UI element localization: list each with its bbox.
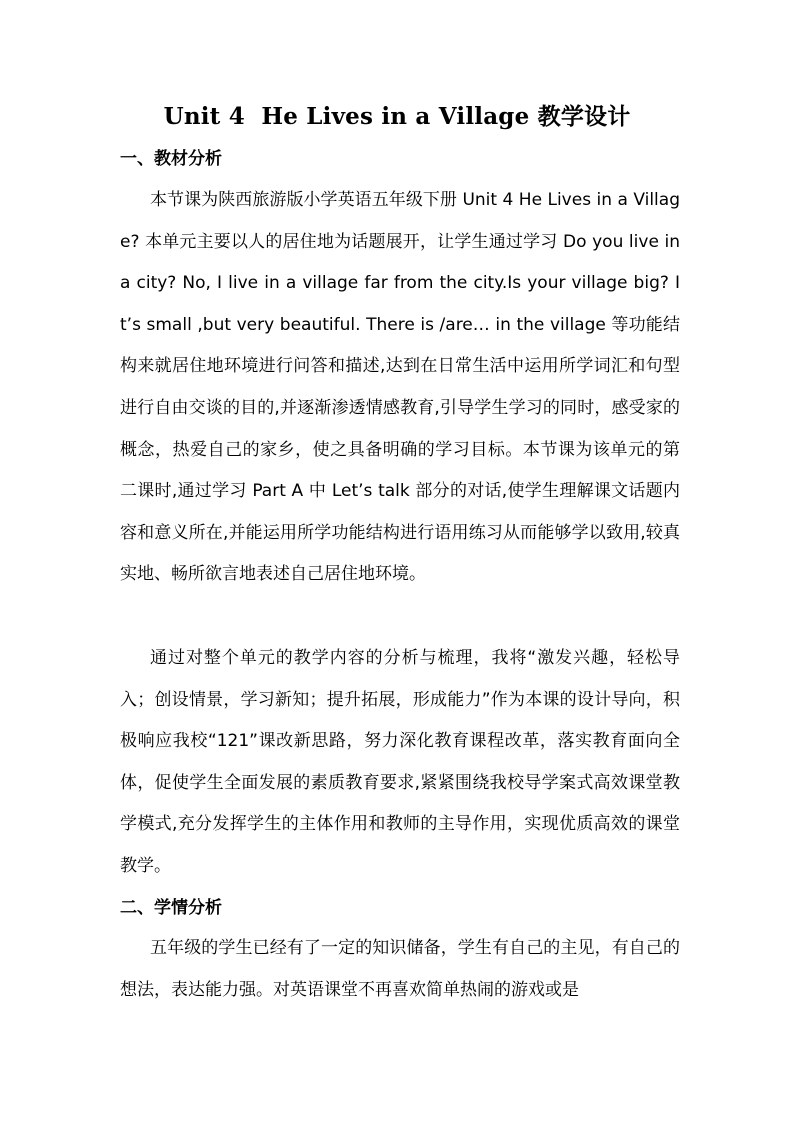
section-heading-textbook-analysis: 一、教材分析 <box>120 149 222 169</box>
paragraph-student-analysis-1: 五年级的学生已经有了一定的知识储备，学生有自己的主见，有自己的想法，表达能力强。对英语课堂不再喜欢简单热闹的游戏或是 <box>120 938 680 1000</box>
paragraph-textbook-analysis-1: 本节课为陕西旅游版小学英语五年级下册 Unit 4 He Lives in a Village? 本单元主要以人的居住地为话题展开，让学生通过学习 Do you live in a city? No, I live in a village far from the city.Is your village big? It’s small ,but very beautiful. There is /are… in the village 等功能结构来就居住地环境进行问答和描述,达到在日常生活中运用所学词汇和句型进行自由交谈的目的,并逐渐渗透情感教育,引导学生学习的同时，感受家的概念，热爱自己的家乡，使之具备明确的学习目标。本节课为该单元的第二课时,通过学习 Part A 中 Let’s talk 部分的对话,使学生理解课文话题内容和意义所在,并能运用所学功能结构进行语用练习从而能够学以致用,较真实地、畅所欲言地表述自己居住地环境。 <box>120 190 680 585</box>
section-heading-student-analysis: 二、学情分析 <box>120 898 222 918</box>
document-title: Unit 4 He Lives in a Village 教学设计 <box>163 103 631 130</box>
paragraph-textbook-analysis-2: 通过对整个单元的教学内容的分析与梳理，我将“激发兴趣，轻松导入；创设情景，学习新知；提升拓展，形成能力”作为本课的设计导向，积极响应我校“121”课改新思路，努力深化教育课程改革，落实教育面向全体，促使学生全面发展的素质教育要求,紧紧围绕我校导学案式高效课堂教学模式,充分发挥学生的主体作用和教师的主导作用，实现优质高效的课堂教学。 <box>120 648 680 876</box>
